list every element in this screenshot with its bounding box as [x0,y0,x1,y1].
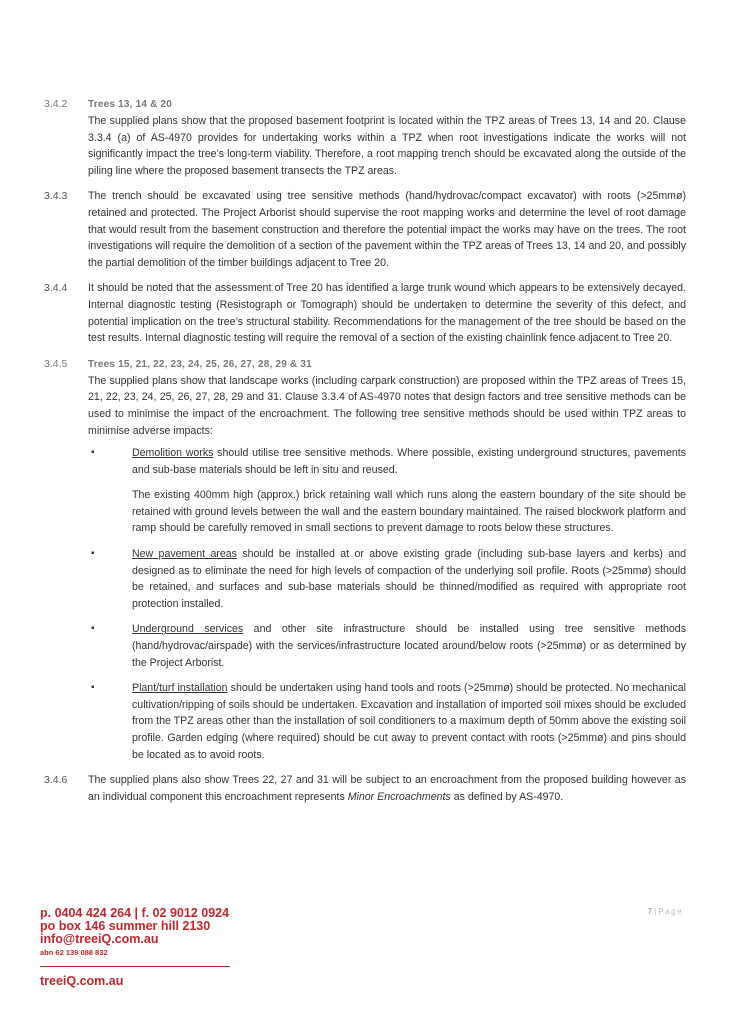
list-item-term: New pavement areas [132,548,237,561]
clause-text-before: The supplied plans also show Trees 22, 27 and 31 will be subject to an encroachment from the proposed building however as an individual component this encroachment represents [88,774,686,803]
clause-text-italic: Minor Encroachments [347,790,451,803]
list-item [88,546,686,612]
clause-text-after: as defined by AS-4970. [450,790,564,803]
clause-3-4-6 [44,772,686,805]
clause-heading: Trees 15, 21, 22, 23, 24, 25, 26, 27, 28, 29 & 31 [88,358,312,370]
clause-number: 3.4.5 [44,357,68,370]
page-content [44,96,686,814]
clause-number: 3.4.6 [44,774,68,787]
list-item-text [132,445,686,478]
list-item [88,445,686,537]
page-number-value: 7 [647,906,653,916]
list-item-body: should utilise tree sensitive methods. Where possible, existing underground structures, pavements and sub-base materials should be left in situ and reused. [132,447,686,476]
clause-text: It should be noted that the assessment of Tree 20 has identified a large trunk wound which appears to be extensively decayed. Internal diagnostic testing (Resistograph or Tomograph) should be undertaken to determine the severity of this defect, and potential implication on the tree’s structural stability. Recommendations for the management of the tree should be based on the test results. Internal diagnostic testing will require the removal of a section of the existing chainlink fence adjacent to Tree 20. [88,282,686,345]
bullet-icon: ▪ [91,682,95,694]
page-footer [0,900,730,1033]
clause-number: 3.4.2 [44,98,68,110]
postal-address: po box 146 summer hill 2130 [40,919,211,933]
bullet-icon: ▪ [91,623,95,635]
footer-divider [40,966,230,967]
clause-number: 3.4.4 [44,282,68,295]
page-word: Page [658,907,683,916]
contact-block [40,907,229,960]
list-item-text [132,546,686,612]
list-item [88,680,686,763]
page-number [647,906,683,916]
abn-number: abn 62 139 088 832 [40,948,108,957]
clause-text: The trench should be excavated using tree sensitive methods (hand/hydrovac/compact excavator) with roots (>25mmø) retained and protected. The Project Arborist should supervise the root mapping works and determine the level of root damage that would result from the basement construction and therefore the potential impact the works may have on the trees. The root investigations will require the demolition of a section of the pavement within the TPZ areas of Trees 13, 14 and 20, and possibly the partial demolition of the timber buildings adjacent to Tree 20. [88,190,686,269]
clause-3-4-3 [44,188,686,271]
list-item-body: should be undertaken using hand tools and roots (>25mmø) should be protected. No mechanical cultivation/ripping of soils should be undertaken. Excavation and installation of imported soil mixes should be excluded from the TPZ areas other than the installation of soil conditioners to a maximum depth of 50mm above the existing soil profile. Garden edging (where required) should be cut away to prevent contact with roots (>25mmø) and pins should be located as to avoid roots. [132,682,686,761]
list-item-body: should be installed at or above existing grade (including sub-base layers and kerbs) and designed as to eliminate the need for high levels of compaction of the underlying soil profile. Roots (>25mmø) should be retained, and surfaces and sub-base materials should be thinned/modified as required with appropriate root protection installed. [132,548,686,610]
phone-fax: p. 0404 424 264 | f. 02 9012 0924 [40,906,230,920]
method-list [88,445,686,763]
bullet-icon: ▪ [91,548,95,560]
clause-text [88,772,686,805]
bullet-icon: ▪ [91,447,95,459]
list-item-term: Plant/turf installation [132,682,228,695]
list-item-text [132,680,686,763]
list-item-extra: The existing 400mm high (approx.) brick retaining wall which runs along the eastern boundary of the site should be retained with ground levels between the wall and the eastern boundary maintained. The raised blockwork platform and ramp should be carefully removed in small sections to prevent damage to roots below these structures. [132,489,686,535]
clause-3-4-4 [44,280,686,346]
clause-number: 3.4.3 [44,190,68,203]
clause-3-4-5 [44,356,686,763]
list-item-term: Underground services [132,623,244,636]
list-item [88,621,686,671]
list-item-term: Demolition works [132,447,214,460]
clause-text: The supplied plans show that the proposed basement footprint is located within the TPZ areas of Trees 13, 14 and 20. Clause 3.3.4 (a) of AS-4970 provides for undertaking works within a TPZ when root investigations indicate the works will not significantly impact the tree’s long-term viability. Therefore, a root mapping trench should be excavated along the outside of the piling line where the proposed basement transects the TPZ areas. [88,115,686,177]
clause-text: The supplied plans show that landscape works (including carpark construction) are proposed within the TPZ areas of Trees 15, 21, 22, 23, 24, 25, 26, 27, 28, 29 and 31. Clause 3.3.4 of AS-4970 notes that design factors and tree sensitive methods can be used to minimise the impact of the encroachment. The following tree sensitive methods should be used within TPZ areas to minimise adverse impacts: [88,374,686,437]
clause-3-4-2 [44,96,686,179]
list-item-body: and other site infrastructure should be installed using tree sensitive methods (hand/hydrovac/airspade) with the services/infrastructure located around/below roots (>25mmø) or as determined by the Project Arborist. [132,623,686,669]
page-number-separator: | [654,906,657,916]
website-link[interactable]: treeiQ.com.au [40,974,124,988]
clause-heading: Trees 13, 14 & 20 [88,99,173,110]
email-link[interactable]: info@treeiQ.com.au [40,932,159,946]
list-item-text [132,621,686,671]
